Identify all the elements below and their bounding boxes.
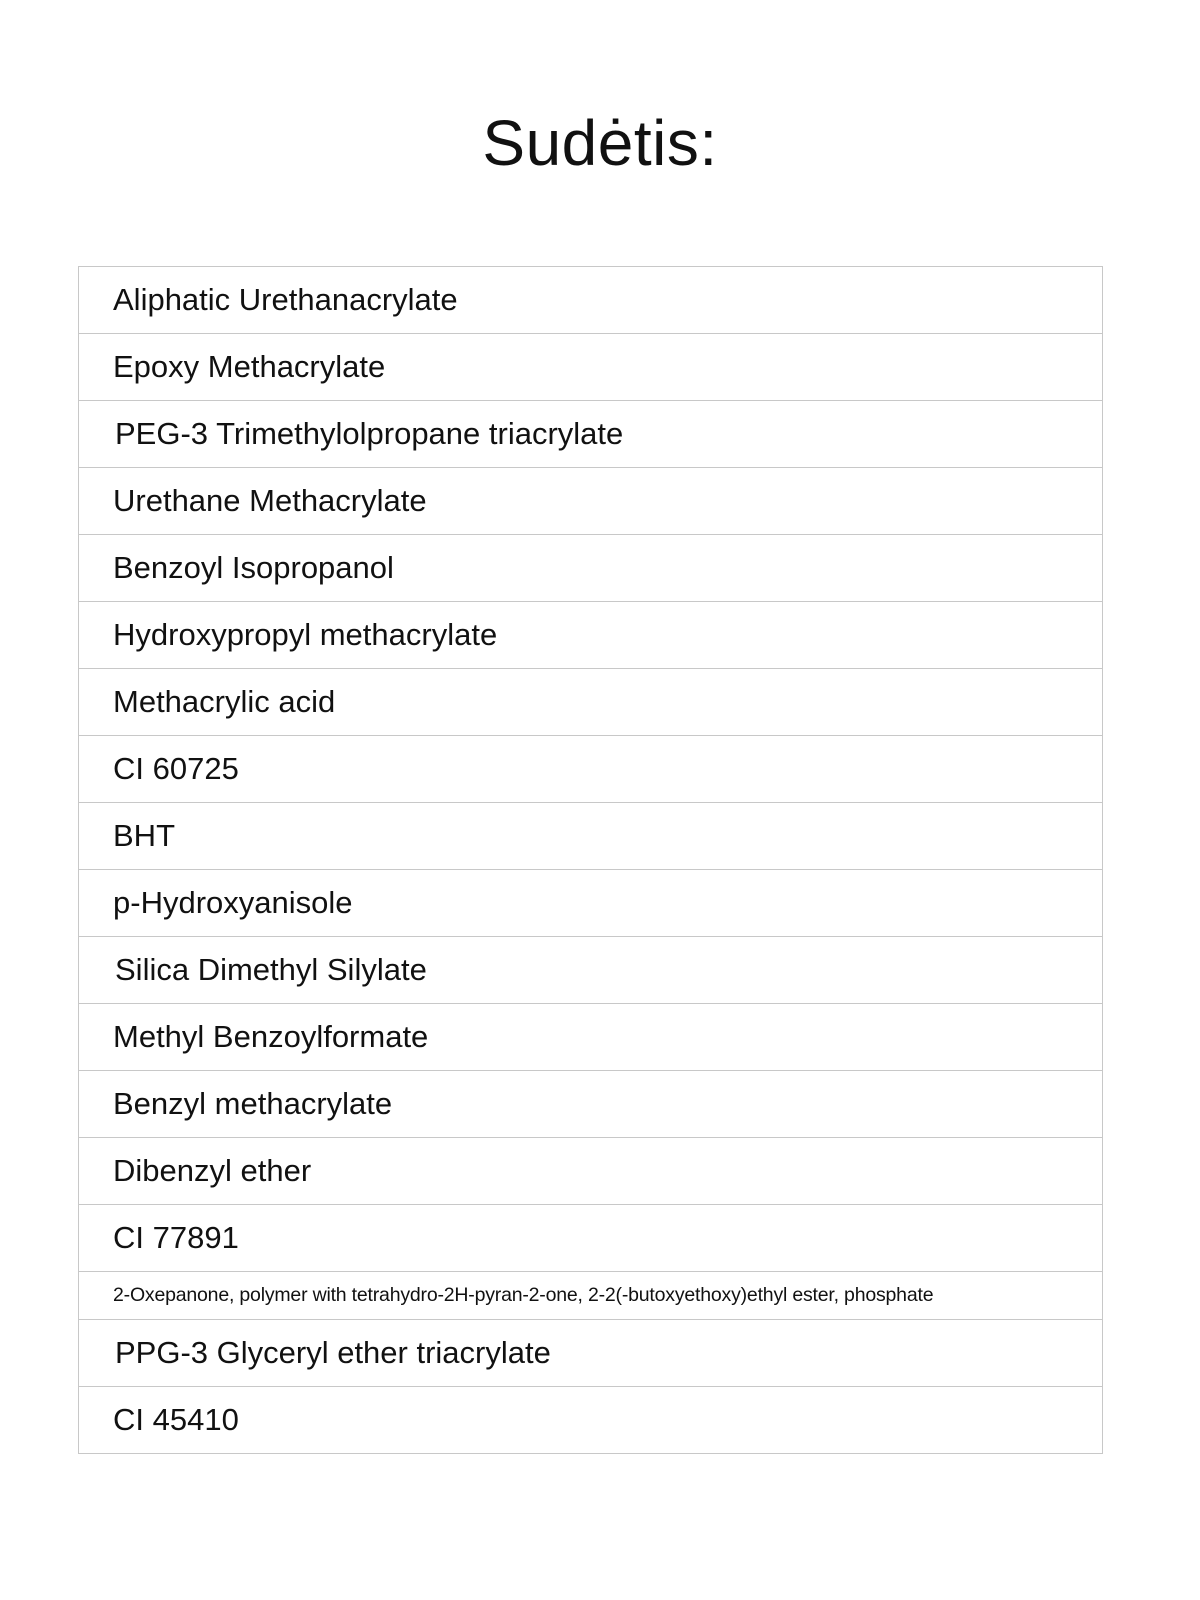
ingredient-name: CI 60725 bbox=[113, 751, 239, 787]
ingredient-name: Epoxy Methacrylate bbox=[113, 349, 386, 385]
table-row bbox=[79, 1138, 1102, 1205]
table-row bbox=[79, 1205, 1102, 1272]
ingredient-name: Benzoyl Isopropanol bbox=[113, 550, 394, 586]
table-row bbox=[79, 602, 1102, 669]
table-row bbox=[79, 334, 1102, 401]
page-title: Sudėtis: bbox=[482, 107, 718, 179]
table-row bbox=[79, 937, 1102, 1004]
table-row bbox=[79, 669, 1102, 736]
ingredient-name: Methyl Benzoylformate bbox=[113, 1019, 429, 1055]
table-row bbox=[79, 1320, 1102, 1387]
table-row bbox=[79, 803, 1102, 870]
ingredient-name: Dibenzyl ether bbox=[113, 1153, 312, 1189]
ingredient-name: p-Hydroxyanisole bbox=[113, 885, 353, 921]
table-row bbox=[79, 1387, 1102, 1454]
ingredient-name: CI 77891 bbox=[113, 1220, 239, 1256]
ingredient-name: BHT bbox=[113, 818, 175, 854]
table-row bbox=[79, 401, 1102, 468]
table-row bbox=[79, 1004, 1102, 1071]
ingredient-name: Hydroxypropyl methacrylate bbox=[113, 617, 498, 653]
table-row bbox=[79, 468, 1102, 535]
ingredient-name: Methacrylic acid bbox=[113, 684, 336, 720]
ingredient-name: Aliphatic Urethanacrylate bbox=[113, 282, 458, 318]
ingredient-name: Silica Dimethyl Silylate bbox=[115, 952, 427, 988]
table-row bbox=[79, 1272, 1102, 1320]
table-row bbox=[79, 535, 1102, 602]
ingredient-name: CI 45410 bbox=[113, 1402, 239, 1438]
table-row bbox=[79, 1071, 1102, 1138]
table-row bbox=[79, 870, 1102, 937]
ingredient-name: Benzyl methacrylate bbox=[113, 1086, 393, 1122]
ingredient-name: PPG-3 Glyceryl ether triacrylate bbox=[115, 1335, 551, 1371]
ingredients-table bbox=[78, 266, 1103, 1454]
table-row bbox=[79, 267, 1102, 334]
ingredient-name: Urethane Methacrylate bbox=[113, 483, 427, 519]
ingredient-name: 2-Oxepanone, polymer with tetrahydro-2H-pyran-2-one, 2-2(-butoxyethoxy)ethyl ester, phosphate bbox=[113, 1283, 934, 1306]
ingredient-name: PEG-3 Trimethylolpropane triacrylate bbox=[115, 416, 624, 452]
table-row bbox=[79, 736, 1102, 803]
